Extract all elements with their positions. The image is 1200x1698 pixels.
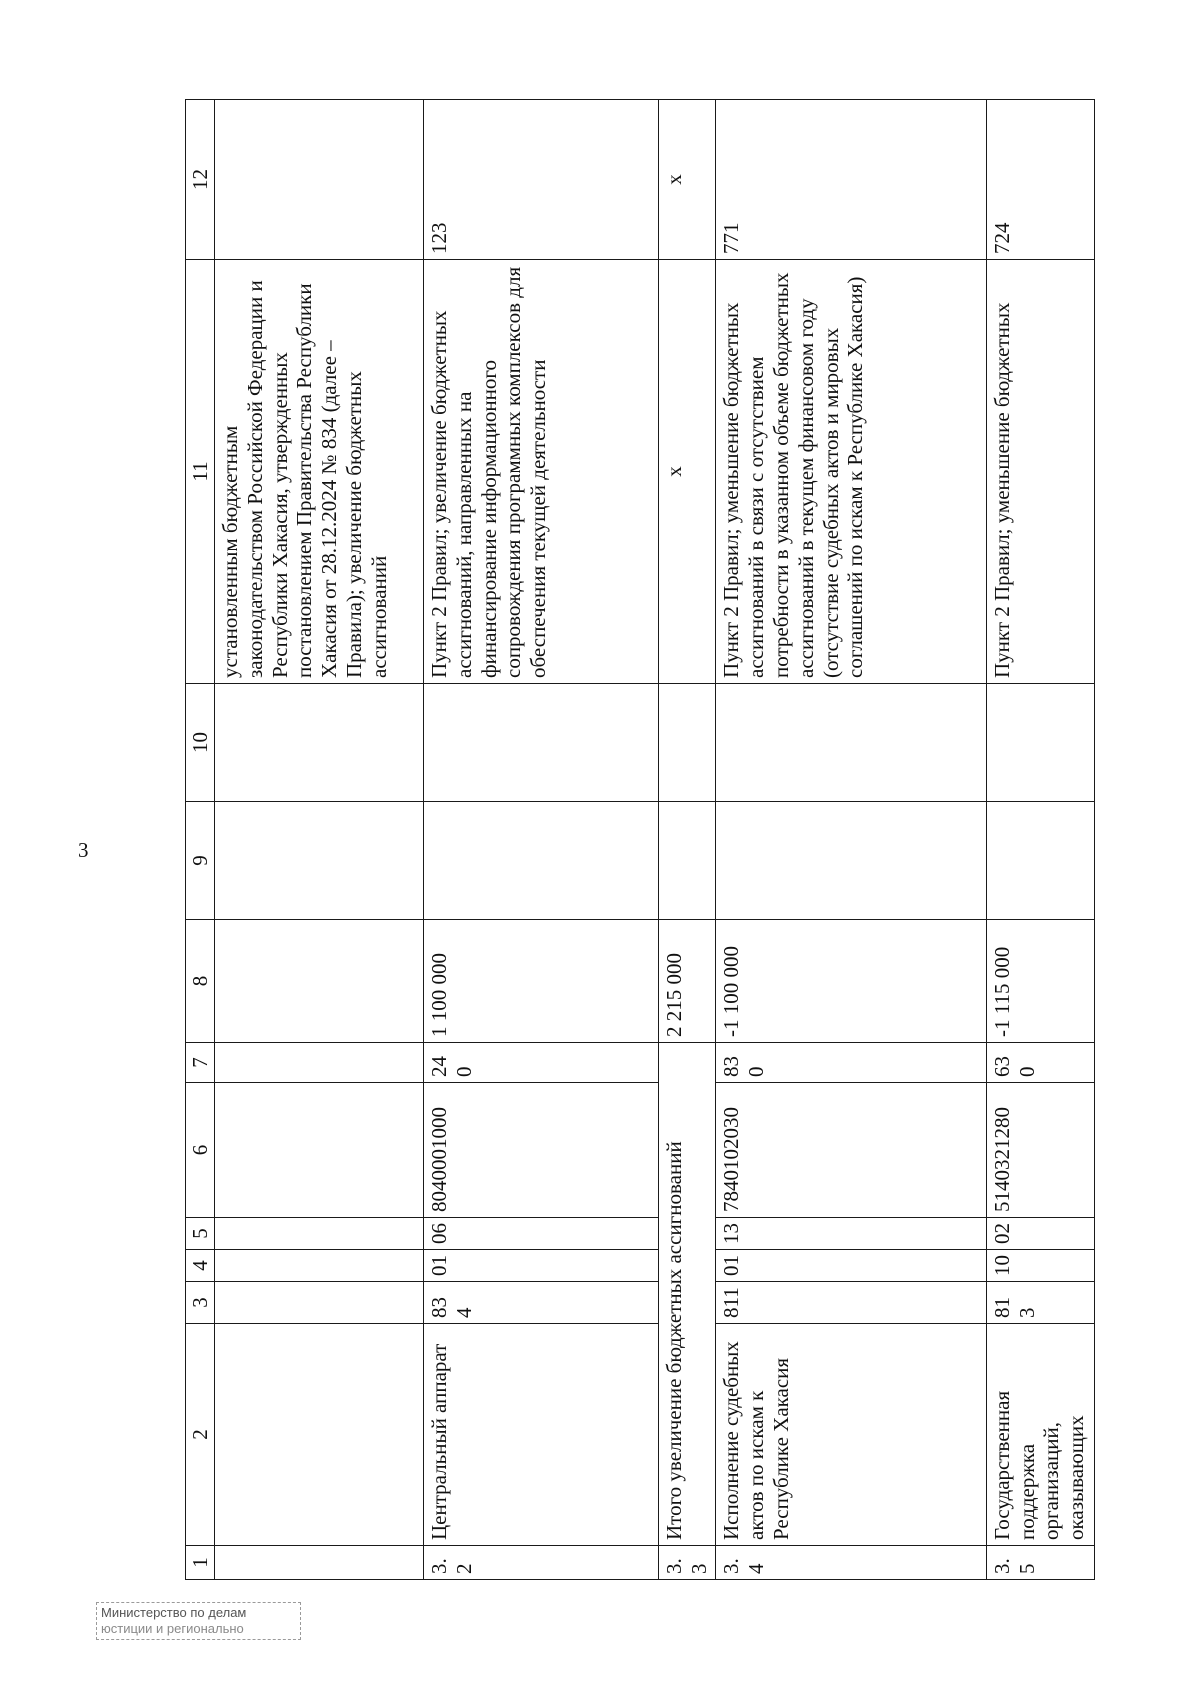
cell-c12: 123 bbox=[424, 100, 659, 260]
amount bbox=[215, 920, 424, 1043]
col-header: 1 bbox=[186, 1546, 215, 1580]
registration-stamp bbox=[96, 1602, 301, 1640]
table-row bbox=[986, 100, 1094, 1580]
code-c5: 13 bbox=[716, 1218, 986, 1250]
row-number: 3.2 bbox=[424, 1546, 659, 1580]
row-number: 3.5 bbox=[986, 1546, 1094, 1580]
item-name bbox=[215, 1324, 424, 1546]
cell-c10 bbox=[215, 684, 424, 802]
table-row bbox=[716, 100, 986, 1580]
page-number: 3 bbox=[78, 838, 89, 862]
code-c6: 7840102030 bbox=[716, 1083, 986, 1218]
code-c6: 5140321280 bbox=[986, 1083, 1094, 1218]
code-c4: 01 bbox=[716, 1250, 986, 1282]
cell-c12 bbox=[215, 100, 424, 260]
code-c7: 630 bbox=[986, 1043, 1094, 1083]
total-label: Итого увеличение бюджетных ассигнований bbox=[658, 1043, 716, 1546]
col-header: 9 bbox=[186, 802, 215, 920]
code-c6 bbox=[215, 1083, 424, 1218]
cell-c12: x bbox=[658, 100, 716, 260]
code-c5 bbox=[215, 1218, 424, 1250]
code-c4 bbox=[215, 1250, 424, 1282]
code-c3 bbox=[215, 1282, 424, 1324]
amount: -1 100 000 bbox=[716, 920, 986, 1043]
col-header: 3 bbox=[186, 1282, 215, 1324]
header-row bbox=[186, 100, 215, 1580]
total-amount: 2 215 000 bbox=[658, 920, 716, 1043]
code-c3: 813 bbox=[986, 1282, 1094, 1324]
code-c7 bbox=[215, 1043, 424, 1083]
rotated-table-container bbox=[185, 100, 1095, 1580]
code-c7: 240 bbox=[424, 1043, 659, 1083]
basis-text: Пункт 2 Правил; уменьшение бюджетных ассигнований в связи с отсутствием потребности в указанном объеме бюджетных ассигнований в текущем финансовом году (отсутствие судебных актов и мировых соглашений по искам к Республике Хакасия) bbox=[716, 260, 986, 684]
budget-table bbox=[185, 99, 1095, 1580]
code-c5: 06 bbox=[424, 1218, 659, 1250]
basis-text: Пункт 2 Правил; уменьшение бюджетных bbox=[986, 260, 1094, 684]
col-header: 10 bbox=[186, 684, 215, 802]
item-name: Центральный аппарат bbox=[424, 1324, 659, 1546]
code-c7: 830 bbox=[716, 1043, 986, 1083]
total-row bbox=[658, 100, 716, 1580]
col-header: 12 bbox=[186, 100, 215, 260]
basis-text: x bbox=[658, 260, 716, 684]
stamp-line-2: юстиции и регионально bbox=[101, 1621, 244, 1636]
cell-c9 bbox=[424, 802, 659, 920]
amount: 1 100 000 bbox=[424, 920, 659, 1043]
code-c6: 8040001000 bbox=[424, 1083, 659, 1218]
row-number: 3.3 bbox=[658, 1546, 716, 1580]
code-c3: 811 bbox=[716, 1282, 986, 1324]
cell-c12: 724 bbox=[986, 100, 1094, 260]
col-header: 2 bbox=[186, 1324, 215, 1546]
cell-c9 bbox=[716, 802, 986, 920]
col-header: 5 bbox=[186, 1218, 215, 1250]
col-header: 7 bbox=[186, 1043, 215, 1083]
cell-c10 bbox=[986, 684, 1094, 802]
basis-text: установленным бюджетным законодательством Российской Федерации и Республики Хакасия, утвержденных постановлением Правительства Республики Хакасия от 28.12.2024 № 834 (далее – Правила); увеличение бюджетных ассигнований bbox=[215, 260, 424, 684]
code-c4: 01 bbox=[424, 1250, 659, 1282]
item-name: Исполнение судебных актов по искам к Республике Хакасия bbox=[716, 1324, 986, 1546]
code-c5: 02 bbox=[986, 1218, 1094, 1250]
row-number bbox=[215, 1546, 424, 1580]
basis-text: Пункт 2 Правил; увеличение бюджетных ассигнований, направленных на финансирование информационного сопровождения программных комплексов для обеспечения текущей деятельности bbox=[424, 260, 659, 684]
stamp-line-1: Министерство по делам bbox=[101, 1605, 247, 1620]
col-header: 11 bbox=[186, 260, 215, 684]
table-row bbox=[424, 100, 659, 1580]
col-header: 4 bbox=[186, 1250, 215, 1282]
cell-c9 bbox=[986, 802, 1094, 920]
row-number: 3.4 bbox=[716, 1546, 986, 1580]
amount: -1 115 000 bbox=[986, 920, 1094, 1043]
table-row bbox=[215, 100, 424, 1580]
col-header: 6 bbox=[186, 1083, 215, 1218]
cell-c10 bbox=[658, 684, 716, 802]
cell-c9 bbox=[658, 802, 716, 920]
cell-c10 bbox=[716, 684, 986, 802]
cell-c12: 771 bbox=[716, 100, 986, 260]
code-c3: 834 bbox=[424, 1282, 659, 1324]
item-name: Государственная поддержка организаций, оказывающих bbox=[986, 1324, 1094, 1546]
col-header: 8 bbox=[186, 920, 215, 1043]
cell-c9 bbox=[215, 802, 424, 920]
code-c4: 10 bbox=[986, 1250, 1094, 1282]
cell-c10 bbox=[424, 684, 659, 802]
